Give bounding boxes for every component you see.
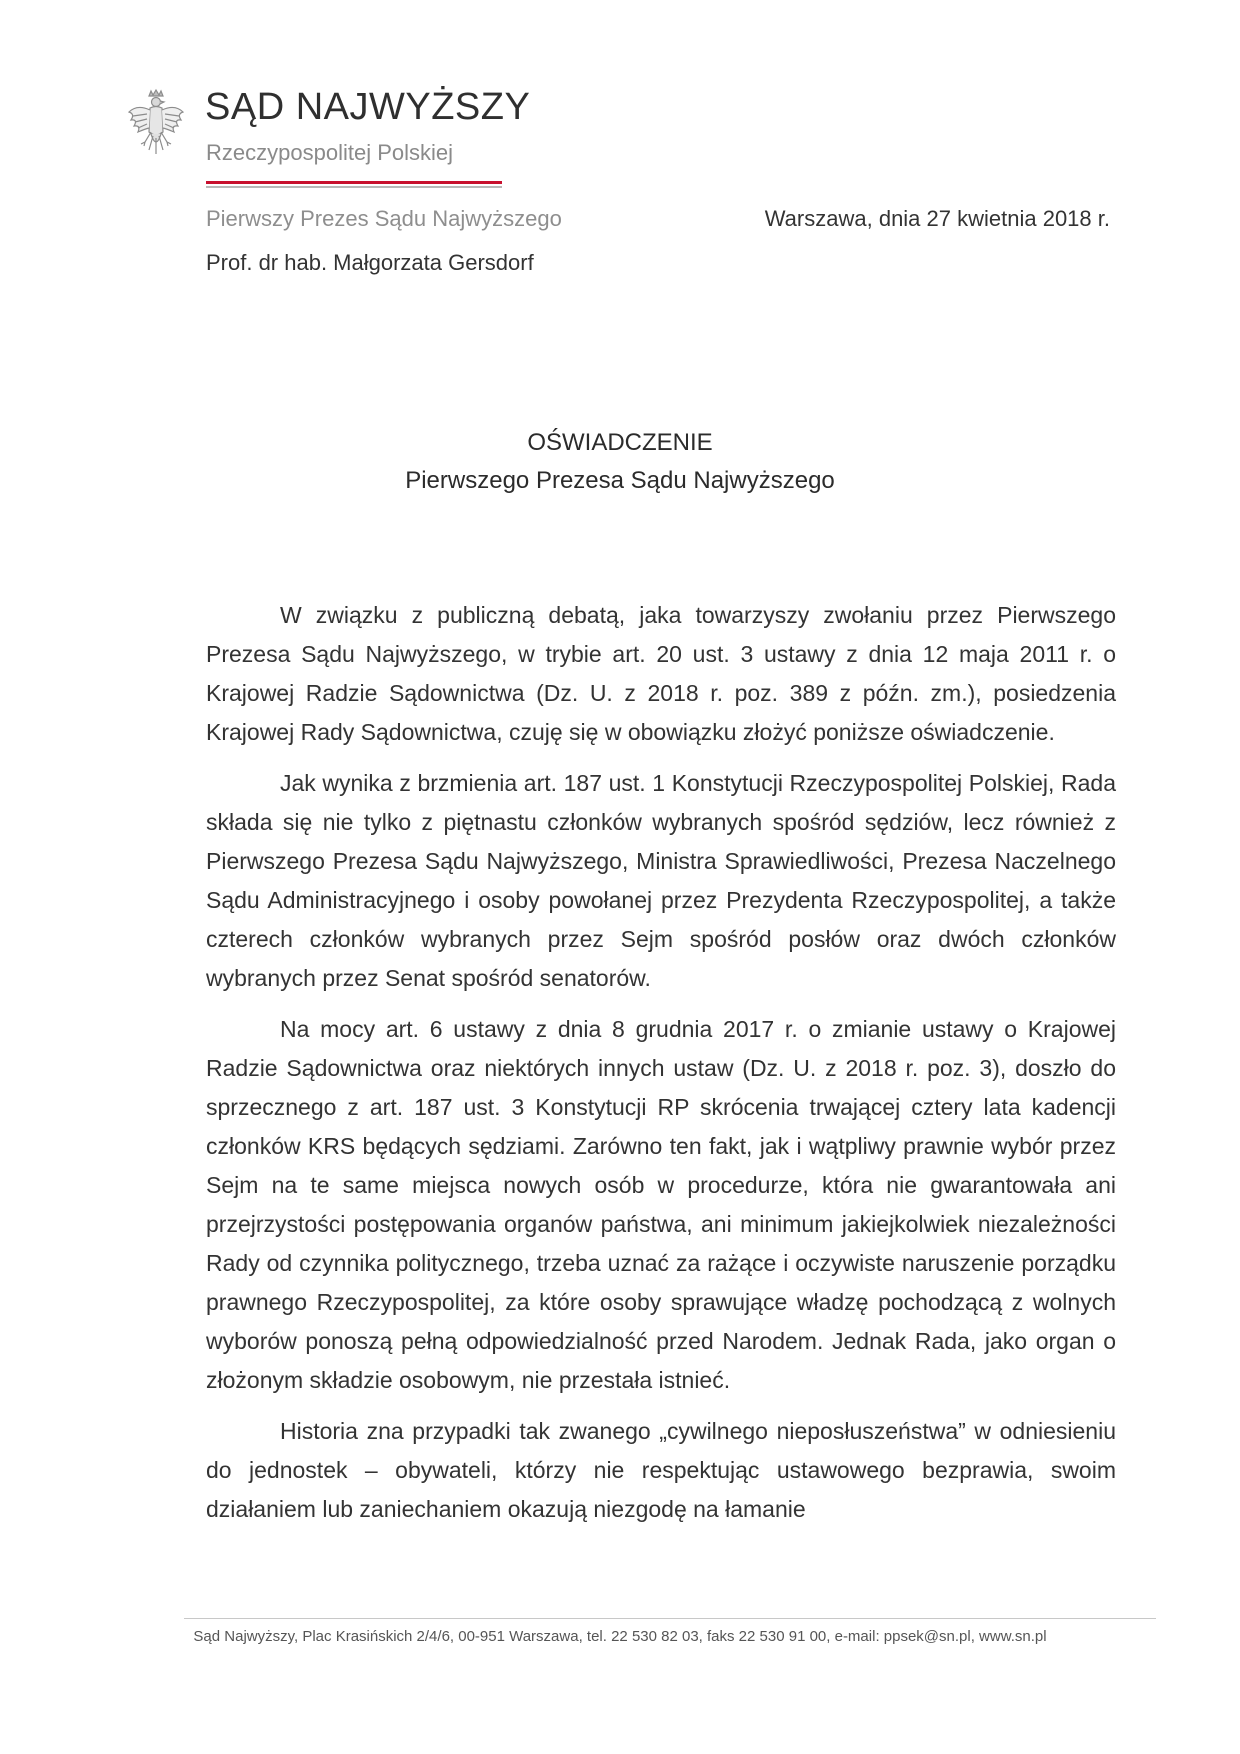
paragraph: Jak wynika z brzmienia art. 187 ust. 1 Konstytucji Rzeczypospolitej Polskiej, Rada składa się nie tylko z piętnastu członków wybranych spośród sędziów, lecz również z Pierwszego Prezesa Sądu Najwyższego, Ministra Sprawiedliwości, Prezesa Naczelnego Sądu Administracyjnego i osoby powołanej przez Prezydenta Rzeczypospolitej, a także czterech członków wybranych przez Sejm spośród posłów oraz dwóch członków wybranych przez Senat spośród senatorów. bbox=[206, 770, 1116, 991]
footer-contact: Sąd Najwyższy, Plac Krasińskich 2/4/6, 00-951 Warszawa, tel. 22 530 82 03, faks 22 530 91 00, e-mail: ppsek@sn.pl, www.sn.pl bbox=[193, 1628, 1047, 1645]
polish-eagle-icon bbox=[125, 88, 187, 168]
court-subtitle: Rzeczypospolitej Polskiej bbox=[206, 140, 453, 165]
title-line-1: OŚWIADCZENIE bbox=[527, 429, 713, 456]
sender-name: Prof. dr hab. Małgorzata Gersdorf bbox=[206, 250, 534, 275]
paragraph: Historia zna przypadki tak zwanego „cywilnego nieposłuszeństwa” w odniesieniu do jednostek – obywateli, którzy nie respektując ustawowego bezprawia, swoim działaniem lub zaniechaniem okazują niezgodę na łamanie bbox=[206, 1418, 1116, 1522]
document-title bbox=[0, 424, 1240, 500]
sender-role: Pierwszy Prezes Sądu Najwyższego bbox=[206, 206, 562, 231]
date-line: Warszawa, dnia 27 kwietnia 2018 r. bbox=[764, 206, 1110, 231]
letterhead-grey-rule bbox=[206, 186, 502, 188]
paragraph: W związku z publiczną debatą, jaka towarzyszy zwołaniu przez Pierwszego Prezesa Sądu Najwyższego, w trybie art. 20 ust. 3 ustawy z dnia 12 maja 2011 r. o Krajowej Radzie Sądownictwa (Dz. U. z 2018 r. poz. 389 z późn. zm.), posiedzenia Krajowej Rady Sądownictwa, czuję się w obowiązku złożyć poniższe oświadczenie. bbox=[206, 602, 1116, 745]
footer-rule bbox=[184, 1618, 1156, 1619]
letterhead-red-rule bbox=[206, 181, 502, 184]
statement-body bbox=[206, 596, 1116, 1541]
court-name: SĄD NAJWYŻSZY bbox=[205, 86, 531, 128]
paragraph: Na mocy art. 6 ustawy z dnia 8 grudnia 2017 r. o zmianie ustawy o Krajowej Radzie Sądownictwa oraz niektórych innych ustaw (Dz. U. z 2018 r. poz. 3), doszło do sprzecznego z art. 187 ust. 3 Konstytucji RP skrócenia trwającej cztery lata kadencji członków KRS będących sędziami. Zarówno ten fakt, jak i wątpliwy prawnie wybór przez Sejm na te same miejsca nowych osób w procedurze, która nie gwarantowała ani przejrzystości postępowania organów państwa, ani minimum jakiejkolwiek niezależności Rady od czynnika politycznego, trzeba uznać za rażące i oczywiste naruszenie porządku prawnego Rzeczypospolitej, za które osoby sprawujące władzę pochodzącą z wolnych wyborów ponoszą pełną odpowiedzialność przed Narodem. Jednak Rada, jako organ o złożonym składzie osobowym, nie przestała istnieć. bbox=[206, 1016, 1116, 1393]
title-line-2: Pierwszego Prezesa Sądu Najwyższego bbox=[405, 467, 835, 494]
